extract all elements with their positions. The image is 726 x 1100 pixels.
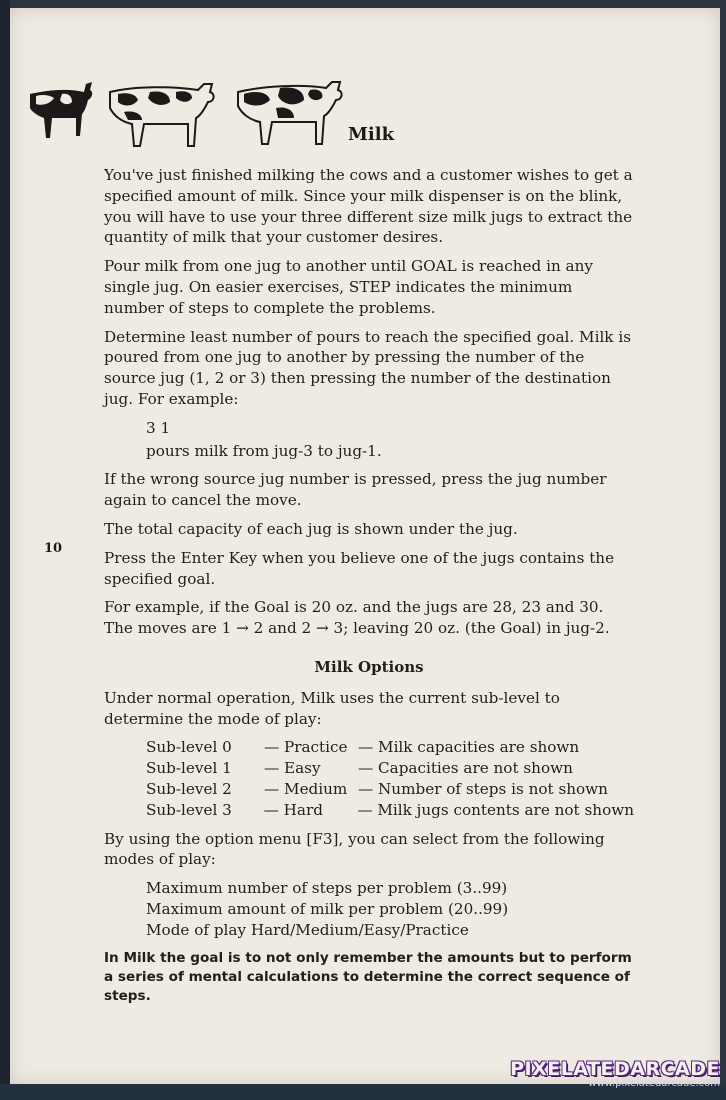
modes-list xyxy=(146,737,634,820)
left-edge xyxy=(0,0,10,1100)
mode-name: — Practice xyxy=(264,738,348,757)
mode-level: Sub-level 0 xyxy=(146,738,232,757)
mode-level: Sub-level 1 xyxy=(146,759,232,778)
cow-icon xyxy=(110,84,214,146)
option-list xyxy=(146,878,634,940)
option-item: Mode of play Hard/Medium/Easy/Practice xyxy=(146,920,469,939)
option-item: Maximum amount of milk per problem (20..99) xyxy=(146,899,509,918)
mode-row xyxy=(146,779,634,800)
pour-how-paragraph: Determine least number of pours to reach the specified goal. Milk is poured from one jug to another by pressing the number of the source jug (1, 2 or 3) then pressing the number of the destination jug. For example: xyxy=(104,327,631,408)
conclusion-paragraph: In Milk the goal is to not only remember the amounts but to perform a series of mental calculations to determine the correct sequence of steps. xyxy=(104,949,632,1004)
mode-description: — Capacities are not shown xyxy=(358,759,573,778)
example-goal-paragraph: For example, if the Goal is 20 oz. and the jugs are 28, 23 and 30. The moves are 1 → 2 and 2 → 3; leaving 20 oz. (the Goal) in jug-2. xyxy=(104,598,610,638)
cows-illustration xyxy=(28,78,358,152)
mode-name: — Hard xyxy=(263,800,323,819)
watermark xyxy=(510,1058,720,1089)
cow-icon xyxy=(30,82,92,138)
page-number: 10 xyxy=(44,541,63,556)
intro-paragraph: You've just finished milking the cows and a customer wishes to get a specified amount of milk. Since your milk dispenser is on the blink, you will have to use your three different size milk jugs to extract the quantity of milk that your customer desires. xyxy=(104,166,633,247)
example-code: 3 1 xyxy=(146,418,171,437)
option-menu-paragraph: By using the option menu [F3], you can select from the following modes of play: xyxy=(104,829,605,869)
cow-icon xyxy=(238,82,342,144)
wrong-jug-paragraph: If the wrong source jug number is pressed, press the jug number again to cancel the move. xyxy=(104,470,607,510)
mode-name: — Easy xyxy=(264,759,321,778)
mode-row xyxy=(146,800,634,821)
options-heading: Milk Options xyxy=(314,657,424,676)
option-item: Maximum number of steps per problem (3..99) xyxy=(146,879,508,898)
manual-content xyxy=(104,165,634,1014)
mode-level: Sub-level 3 xyxy=(146,800,232,819)
mode-description: — Number of steps is not shown xyxy=(358,779,608,798)
watermark-name: PIXELATEDARCADE xyxy=(510,1058,720,1080)
pour-rule-paragraph: Pour milk from one jug to another until GOAL is reached in any single jug. On easier exercises, STEP indicates the minimum number of steps to complete the problems. xyxy=(104,257,593,317)
mode-row xyxy=(146,737,634,758)
options-intro-paragraph: Under normal operation, Milk uses the current sub-level to determine the mode of play: xyxy=(104,688,560,728)
watermark-url: www.pixelatedarcade.com xyxy=(588,1078,720,1089)
mode-row xyxy=(146,758,634,779)
mode-name: — Medium xyxy=(264,779,348,798)
enter-key-paragraph: Press the Enter Key when you believe one of the jugs contains the specified goal. xyxy=(104,548,615,588)
capacity-paragraph: The total capacity of each jug is shown under the jug. xyxy=(104,519,518,538)
mode-level: Sub-level 2 xyxy=(146,779,232,798)
mode-description: — Milk jugs contents are not shown xyxy=(357,800,634,819)
example-text: pours milk from jug-3 to jug-1. xyxy=(146,441,382,460)
section-title: Milk xyxy=(348,124,395,145)
mode-description: — Milk capacities are shown xyxy=(358,738,580,757)
